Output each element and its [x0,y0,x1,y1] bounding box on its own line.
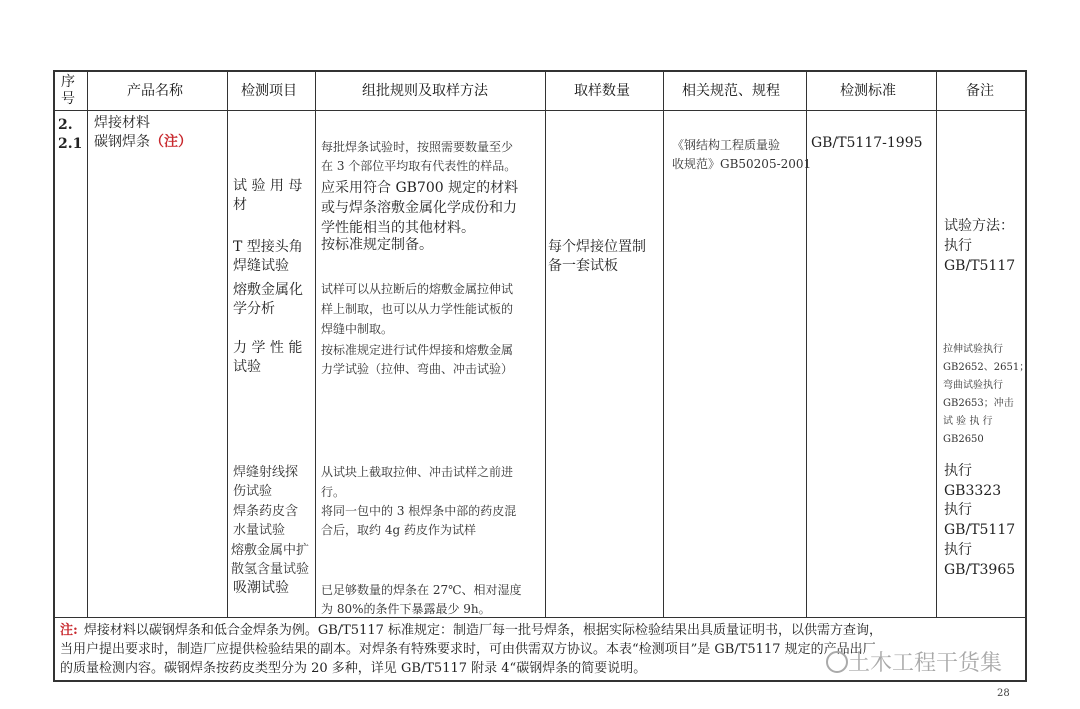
header-regulations: 相关规范、规程 [682,83,780,99]
sample-quantity: 每个焊接位置制 备一套试板 [548,239,646,274]
batching-fillet-weld: 按标准规定制备。 [321,237,433,253]
remark-rt-standard: 执行 GB3323 [944,463,1002,499]
product-category: 焊接材料 [94,115,150,131]
batching-radiographic: 从试块上截取拉伸、冲击试样之前进 行。 [321,465,514,499]
row-bottom-border [53,617,1027,618]
batching-moisture-absorption: 已足够数量的焊条在 27℃、相对湿度 为 80%的条件下暴露最少 9h。 [321,583,522,616]
test-item-mechanical: 力 学 性 能 试验 [233,340,303,375]
footnote-label: 注: [60,623,78,638]
header-test-item: 检测项目 [241,83,297,99]
batching-coating-moisture: 将同一包中的 3 根焊条中部的药皮混 合后，取约 4g 药皮作为试样 [321,504,517,537]
footnote-line-3: 的质量检测内容。碳钢焊条按药皮类型分为 20 多种，详见 GB/T5117 附录 4“碳钢焊条的简要说明。 [60,661,647,676]
remark-test-method: 试验方法： 执行 GB/T5117 [944,218,1016,274]
header-no: 序 号 [61,74,75,107]
test-item-fillet-weld: T 型接头角 焊缝试验 [233,239,303,274]
test-item-diffusible-hydrogen: 熔敷金属中扩 散氢含量试验 [231,543,310,577]
col-divider [87,70,88,617]
batching-chem-analysis: 试样可以从拉断后的熔敷金属拉伸试 样上制取，也可以从力学性能试板的 焊缝中制取。 [321,282,514,336]
table-top-border [53,70,1027,72]
header-standard: 检测标准 [840,83,896,99]
header-batching-method: 组批规则及取样方法 [362,83,488,99]
batching-base-metal: 应采用符合 GB700 规定的材料 或与焊条溶敷金属化学成份和力 学性能相当的其他材料。 [321,180,519,236]
test-item-chem-analysis: 熔敷金属化 学分析 [233,282,303,317]
col-divider [936,70,937,617]
page-number: 28 [997,688,1010,699]
product-name-text: 碳钢焊条 [94,134,150,150]
footnote-text-1: 焊接材料以碳钢焊条和低合金焊条为例。GB/T5117 标准规定：制造厂每一批号焊条，根据实际检验结果出具质量证明书，以供需方查询， [83,623,883,638]
footnote-line-2: 当用户提出要求时，制造厂应提供检验结果的副本。对焊条有特殊要求时，可由供需双方协议。本表“检测项目”是 GB/T5117 规定的产品出厂 [60,642,876,657]
watermark-logo-icon [826,651,848,673]
col-divider [227,70,228,617]
product-note-marker: （注） [150,134,192,150]
table-left-border [53,70,55,682]
test-item-coating-moisture: 焊条药皮含 水量试验 [233,504,299,538]
batching-general: 每批焊条试验时，按照需要数量至少 在 3 个部位平均取有代表性的样品。 [321,140,517,173]
remark-coating-standard: 执行 GB/T5117 [944,502,1016,538]
col-divider [545,70,546,617]
remark-hydrogen-standard: 执行 GB/T3965 [944,542,1016,578]
test-item-base-metal: 试 验 用 母 材 [233,178,303,213]
product-name [94,135,192,149]
row-number: 2. 2.1 [58,117,83,152]
test-item-radiographic: 焊缝射线探 伤试验 [233,465,299,499]
batching-mechanical: 按标准规定进行试件焊接和熔敷金属 力学试验（拉伸、弯曲、冲击试验） [321,343,514,376]
header-sample-qty: 取样数量 [574,83,630,99]
footnote-line-1 [60,624,882,637]
watermark-text: 土木工程干货集 [848,651,1003,676]
col-divider [663,70,664,617]
test-item-moisture-absorption: 吸潮试验 [233,580,289,596]
test-standard: GB/T5117-1995 [811,135,923,151]
header-product-name: 产品名称 [127,83,183,99]
col-divider [315,70,316,617]
remark-mechanical-standards: 拉伸试验执行 GB2652、2651； 弯曲试验执行 GB2653；冲击 试 验 执 行 GB2650 [943,344,1030,445]
header-bottom-border [53,110,1027,111]
table-bottom-border [53,680,1027,682]
header-remarks: 备注 [966,83,994,99]
related-regulation: 《钢结构工程质量验 收规范》GB50205-2001 [672,138,812,171]
